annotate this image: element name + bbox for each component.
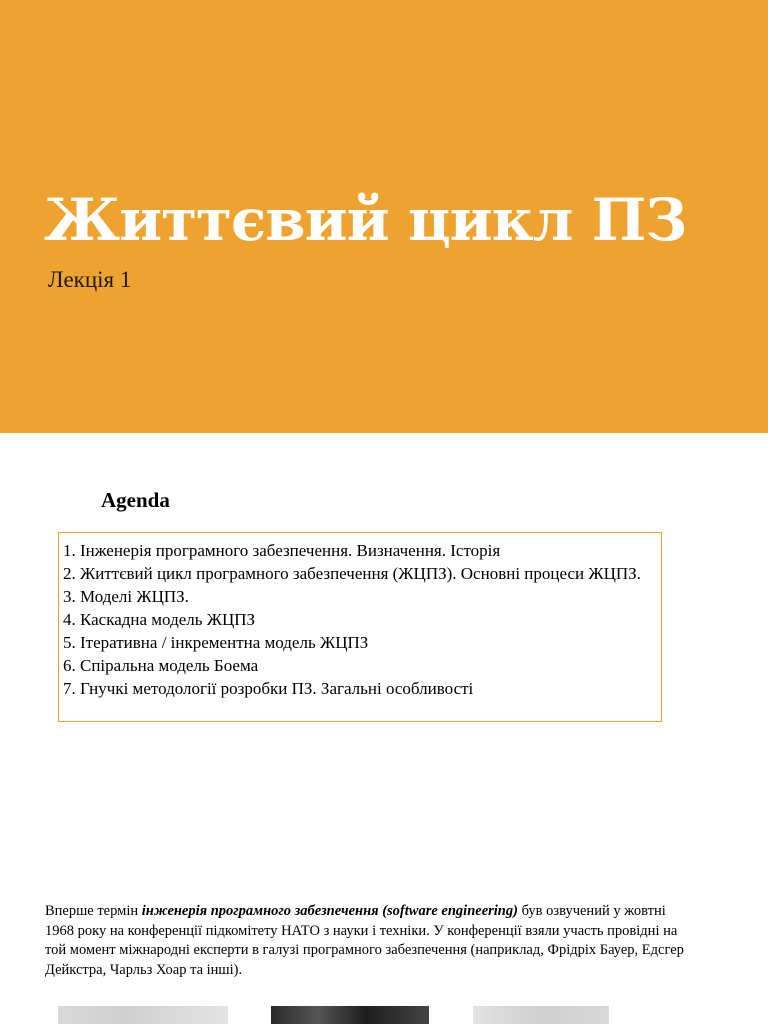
intro-text-before: Вперше термін: [45, 903, 142, 919]
agenda-heading: Agenda: [101, 488, 170, 512]
agenda-item: 7. Гнучкі методології розробки ПЗ. Загальні особливості: [63, 679, 474, 698]
portrait-photo: [271, 1006, 429, 1024]
portrait-photo: [58, 1006, 228, 1024]
slide-subtitle: Лекція 1: [48, 267, 132, 292]
slide-title: Життєвий цикл ПЗ: [44, 186, 687, 254]
portrait-photo: [473, 1006, 609, 1024]
agenda-item: 4. Каскадна модель ЖЦПЗ: [63, 610, 256, 629]
agenda-item: 1. Інженерія програмного забезпечення. Визначення. Історія: [63, 541, 501, 560]
title-banner: [0, 0, 768, 433]
agenda-item: 6. Спіральна модель Боема: [63, 656, 259, 675]
agenda-item: 5. Ітеративна / інкрементна модель ЖЦПЗ: [63, 633, 369, 652]
intro-term: інженерія програмного забезпечення (software engineering): [141, 903, 518, 919]
agenda-list: [58, 532, 662, 722]
agenda-item: 2. Життєвий цикл програмного забезпечення (ЖЦПЗ). Основні процеси ЖЦПЗ.: [63, 564, 641, 583]
intro-text-after: був озвучений у жовтні 1968 року на конференції підкомітету НАТО з науки і техніки. У конференції взяли участь провідні на той момент міжнародні експерти в галузі програмного забезпечення (наприклад, Фрідріх Бауер, Едсгер Дейкстра, Чарльз Хоар та інші).: [45, 903, 684, 978]
agenda-item: 3. Моделі ЖЦПЗ.: [63, 587, 189, 606]
intro-paragraph: [45, 902, 695, 980]
